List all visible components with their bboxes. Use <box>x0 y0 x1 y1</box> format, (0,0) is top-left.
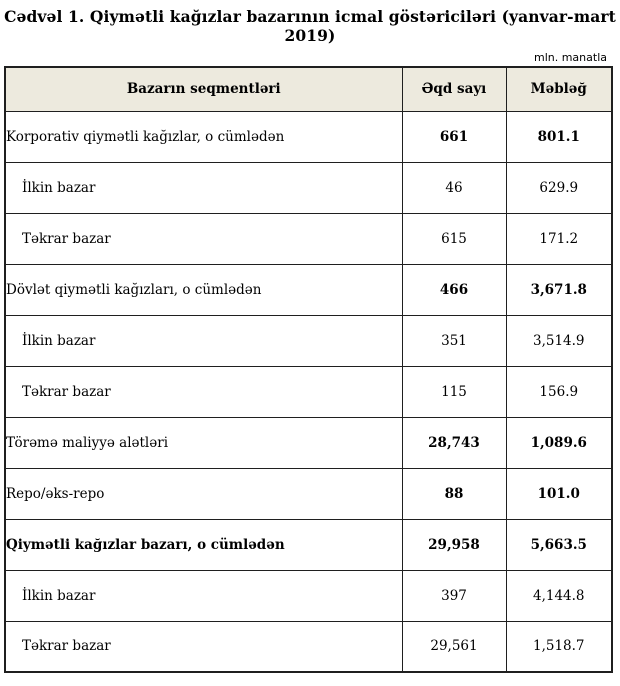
table-header-row <box>5 67 612 111</box>
column-header-deal-count: Əqd sayı <box>402 67 506 111</box>
segment-cell: Törəmə maliyyə alətləri <box>5 417 402 468</box>
column-header-segments: Bazarın seqmentləri <box>5 67 402 111</box>
table-row <box>5 468 612 519</box>
segment-cell: Təkrar bazar <box>5 213 402 264</box>
deal-count-cell: 29,561 <box>402 621 506 672</box>
table-row <box>5 570 612 621</box>
deal-count-cell: 351 <box>402 315 506 366</box>
amount-cell: 1,518.7 <box>506 621 612 672</box>
amount-cell: 1,089.6 <box>506 417 612 468</box>
amount-cell: 101.0 <box>506 468 612 519</box>
table-body <box>5 111 612 672</box>
deal-count-cell: 28,743 <box>402 417 506 468</box>
segment-cell: Qiymətli kağızlar bazarı, o cümlədən <box>5 519 402 570</box>
amount-cell: 5,663.5 <box>506 519 612 570</box>
segment-cell: İlkin bazar <box>5 162 402 213</box>
page-title: Cədvəl 1. Qiymətli kağızlar bazarının icmal göstəriciləri (yanvar-mart 2019) <box>4 7 616 45</box>
table-row <box>5 264 612 315</box>
table-row <box>5 621 612 672</box>
amount-cell: 629.9 <box>506 162 612 213</box>
amount-cell: 171.2 <box>506 213 612 264</box>
amount-cell: 801.1 <box>506 111 612 162</box>
segment-cell: Təkrar bazar <box>5 366 402 417</box>
deal-count-cell: 88 <box>402 468 506 519</box>
segment-cell: Təkrar bazar <box>5 621 402 672</box>
table-row <box>5 315 612 366</box>
securities-market-table <box>4 66 613 673</box>
deal-count-cell: 615 <box>402 213 506 264</box>
deal-count-cell: 115 <box>402 366 506 417</box>
table-row <box>5 213 612 264</box>
amount-cell: 4,144.8 <box>506 570 612 621</box>
deal-count-cell: 46 <box>402 162 506 213</box>
deal-count-cell: 397 <box>402 570 506 621</box>
unit-note: mln. manatla <box>533 51 607 64</box>
table-row <box>5 417 612 468</box>
deal-count-cell: 29,958 <box>402 519 506 570</box>
column-header-amount: Məbləğ <box>506 67 612 111</box>
segment-cell: Korporativ qiymətli kağızlar, o cümlədən <box>5 111 402 162</box>
table-row <box>5 162 612 213</box>
segment-cell: Dövlət qiymətli kağızları, o cümlədən <box>5 264 402 315</box>
segment-cell: Repo/əks-repo <box>5 468 402 519</box>
amount-cell: 3,671.8 <box>506 264 612 315</box>
table-row <box>5 519 612 570</box>
deal-count-cell: 661 <box>402 111 506 162</box>
table-header <box>5 67 612 111</box>
table-row <box>5 111 612 162</box>
amount-cell: 3,514.9 <box>506 315 612 366</box>
segment-cell: İlkin bazar <box>5 570 402 621</box>
table-row <box>5 366 612 417</box>
segment-cell: İlkin bazar <box>5 315 402 366</box>
amount-cell: 156.9 <box>506 366 612 417</box>
deal-count-cell: 466 <box>402 264 506 315</box>
